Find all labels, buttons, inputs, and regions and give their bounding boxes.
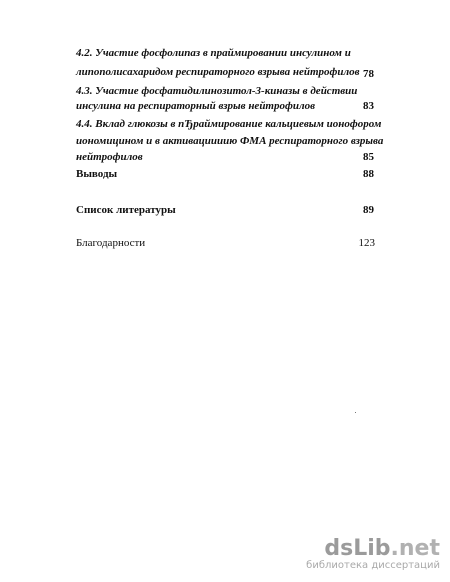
- watermark-subtitle: библиотека диссертаций: [306, 560, 440, 571]
- toc-entry-4-4-line3: нейтрофилов: [76, 151, 143, 163]
- scan-speck: [355, 412, 356, 413]
- toc-entry-4-3-page: 83: [363, 100, 374, 112]
- toc-entry-4-3-line2: инсулина на респираторный взрыв нейтрофилов: [76, 100, 316, 112]
- watermark-brand: [306, 538, 440, 560]
- watermark: [306, 538, 440, 572]
- toc-references-label: Список литературы: [76, 204, 176, 216]
- toc-conclusions-label: Выводы: [76, 168, 118, 180]
- toc-entry-4-3-line1: 4.3. Участие фосфатидилинозитол-3-киназы в действии: [76, 85, 358, 97]
- toc-entry-4-2-line2: липополисахаридом респираторного взрыва нейтрофилов: [76, 66, 360, 78]
- toc-entry-4-4-line1: 4.4. Вклад глюкозы в пЂраймирование кальциевым ионофором: [76, 118, 382, 130]
- toc-acknowledgements-label: Благодарности: [76, 237, 146, 249]
- watermark-brand-tld: .net: [390, 536, 440, 561]
- toc-entry-4-4-page: 85: [363, 151, 374, 163]
- toc-acknowledgements-page: 123: [358, 237, 375, 249]
- toc-conclusions-page: 88: [363, 168, 374, 180]
- toc-references-page: 89: [363, 204, 374, 216]
- toc-entry-4-2-page: 78: [363, 68, 374, 80]
- toc-entry-4-2-line1: 4.2. Участие фосфолипаз в праймировании инсулином и: [76, 47, 351, 59]
- watermark-brand-main: dsLib: [324, 536, 391, 561]
- toc-entry-4-4-line2: иономицином и в активациииию ФМА респираторного взрыва: [76, 135, 384, 147]
